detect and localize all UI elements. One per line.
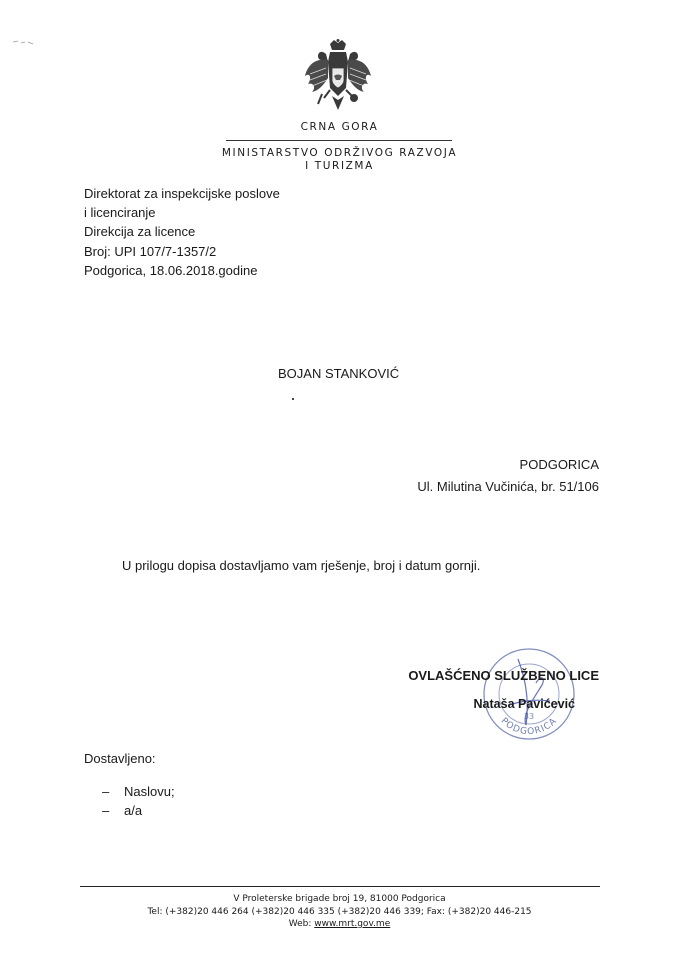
footer-divider [80,886,600,887]
recipient-street: Ul. Milutina Vučinića, br. 51/106 [417,479,599,494]
stamp-city-text: PODGORICA [498,716,560,738]
recipient-city: PODGORICA [519,457,599,472]
stray-mark [292,398,294,400]
footer-phones: Tel: (+382)20 446 264 (+382)20 446 335 (+382)20 446 339; Fax: (+382)20 446-215 [147,906,532,917]
signatory-name: Nataša Pavićević [473,697,575,711]
country-name: CRNA GORA [300,121,379,133]
footer-web-label: Web: [288,919,315,929]
stamp-number: 33 [523,712,535,721]
letter-body: U prilogu dopisa dostavljamo vam rješenje, broj i datum gornji. [122,558,481,573]
sender-directorate-cont: i licenciranje [84,205,156,221]
ministry-name-line1: MINISTARSTVO ODRŽIVOG RAZVOJA [221,147,458,159]
signatory-title: OVLAŠĆENO SLUŽBENO LICE [408,668,599,683]
footer-address: V Proleterske brigade broj 19, 81000 Podgorica [233,894,446,904]
place-date: Podgorica, 18.06.2018.godine [84,262,258,278]
website-link[interactable]: www.mrt.gov.me [314,919,391,929]
header-divider [226,140,452,141]
footer [0,893,679,931]
scan-mark [12,38,34,46]
list-item: – a/a [102,801,175,820]
sender-block [84,184,280,280]
coat-of-arms-icon [302,38,374,118]
reference-number: Broj: UPI 107/7-1357/2 [84,243,217,259]
official-stamp-icon [480,645,578,743]
distribution-heading: Dostavljeno: [84,751,156,766]
footer-web [0,918,679,931]
sender-department: Direkcija za licence [84,224,196,240]
sender-directorate: Direktorat za inspekcijske poslove [84,186,280,201]
list-item: – Naslovu; [102,782,175,801]
ministry-name-line2: I TURIZMA [305,160,374,172]
recipient-name: BOJAN STANKOVIĆ [278,366,400,381]
distribution-list [102,782,175,820]
ministry-name [0,147,679,173]
